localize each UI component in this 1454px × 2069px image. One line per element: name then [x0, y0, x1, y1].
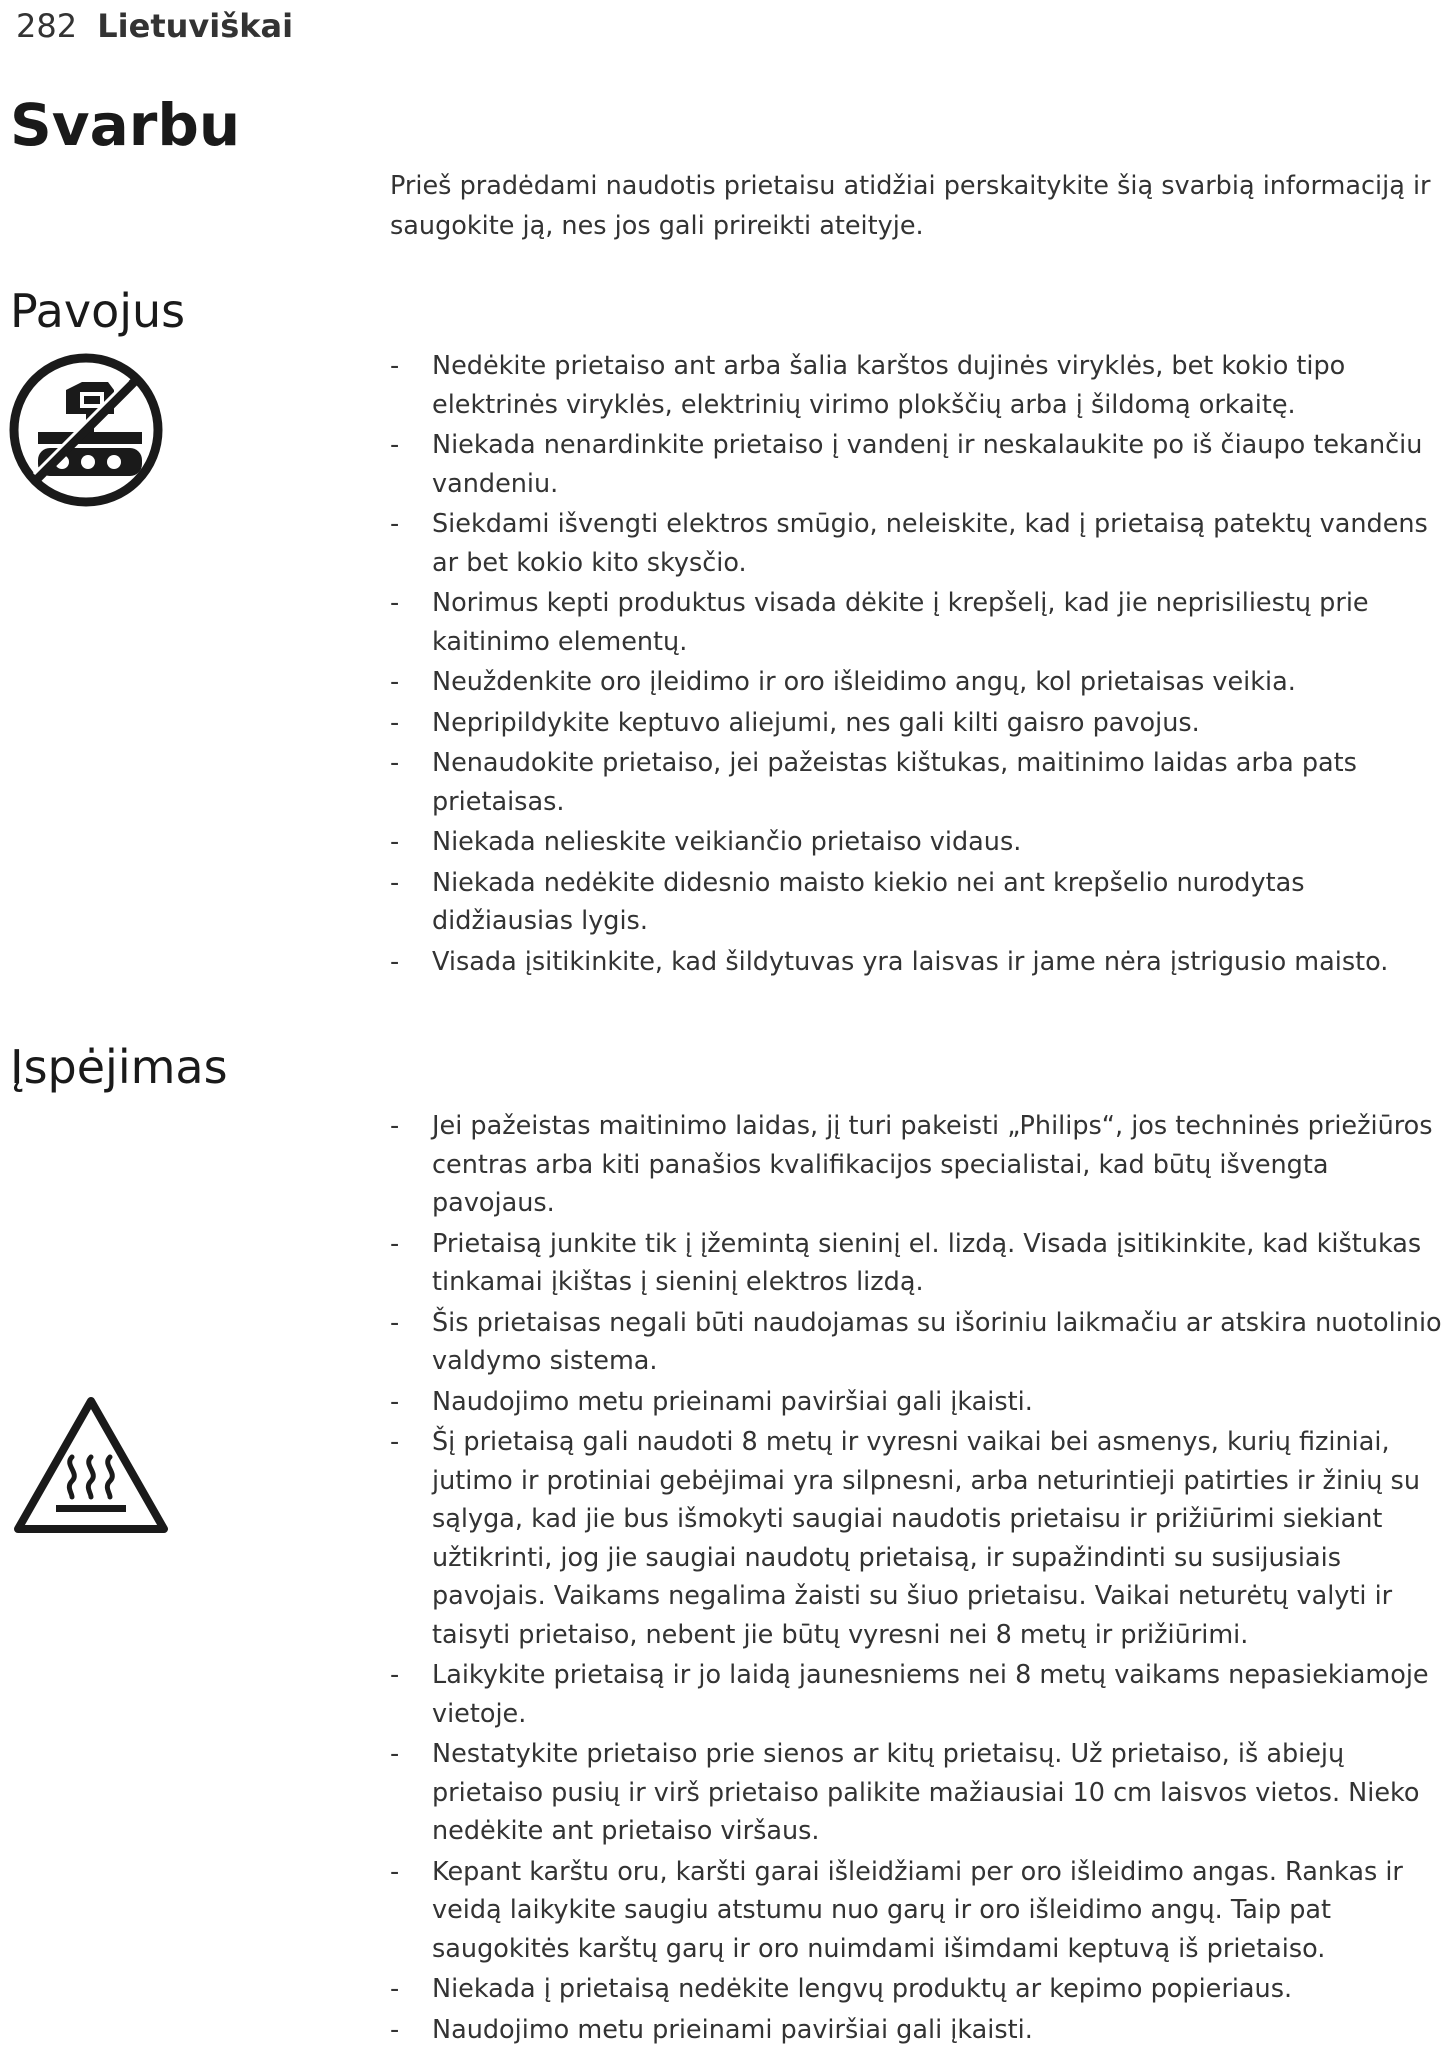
list-item: - Šis prietaisas negali būti naudojamas su išoriniu laikmačiu ar atskira nuotolinio valdymo sistema. [390, 1304, 1450, 1381]
list-item: - Naudojimo metu prieinami paviršiai gali įkaisti. [390, 1383, 1450, 1422]
list-item: - Laikykite prietaisą ir jo laidą jaunesniems nei 8 metų vaikams nepasiekiamoje vietoje. [390, 1656, 1450, 1733]
list-item: - Niekada nedėkite didesnio maisto kiekio nei ant krepšelio nurodytas didžiausias lygis. [390, 864, 1450, 941]
list-item: - Neuždenkite oro įleidimo ir oro išleidimo angų, kol prietaisas veikia. [390, 663, 1450, 702]
section-title-danger: Pavojus [10, 284, 186, 338]
page-header [16, 6, 293, 46]
no-hot-stove-icon [8, 352, 164, 508]
hot-surface-warning-icon [10, 1393, 172, 1537]
list-item: - Naudojimo metu prieinami paviršiai gali įkaisti. [390, 2011, 1450, 2050]
list-item: - Niekada nenardinkite prietaiso į vandenį ir neskalaukite po iš čiaupo tekančiu vandeniu. [390, 426, 1450, 503]
list-item: - Prietaisą junkite tik į įžemintą sieninį el. lizdą. Visada įsitikinkite, kad kištukas tinkamai įkištas į sieninį elektros lizdą. [390, 1225, 1450, 1302]
list-item: - Nenaudokite prietaiso, jei pažeistas kištukas, maitinimo laidas arba pats prietaisas. [390, 744, 1450, 821]
list-item: - Jei pažeistas maitinimo laidas, jį turi pakeisti „Philips“, jos techninės priežiūros centras arba kiti panašios kvalifikacijos specialistai, kad būtų išvengta pavojaus. [390, 1107, 1450, 1223]
list-item: - Kepant karštu oru, karšti garai išleidžiami per oro išleidimo angas. Rankas ir veidą laikykite saugiu atstumu nuo garų ir oro išleidimo angų. Taip pat saugokitės karštų garų ir oro nuimdami išimdami keptuvą iš prietaiso. [390, 1853, 1450, 1969]
list-item: - Nestatykite prietaiso prie sienos ar kitų prietaisų. Už prietaiso, iš abiejų prietaiso pusių ir virš prietaiso palikite mažiausiai 10 cm laisvos vietos. Nieko nedėkite ant prietaiso viršaus. [390, 1735, 1450, 1851]
list-item: - Nepripildykite keptuvo aliejumi, nes gali kilti gaisro pavojus. [390, 704, 1450, 743]
list-item: - Visada įsitikinkite, kad šildytuvas yra laisvas ir jame nėra įstrigusio maisto. [390, 943, 1450, 982]
list-item: - Norimus kepti produktus visada dėkite į krepšelį, kad jie neprisiliestų prie kaitinimo elementų. [390, 584, 1450, 661]
list-item: - Niekada į prietaisą nedėkite lengvų produktų ar kepimo popieriaus. [390, 1970, 1450, 2009]
intro-paragraph: Prieš pradėdami naudotis prietaisu atidžiai perskaitykite šią svarbią informaciją ir saugokite ją, nes jos gali prireikti ateityje. [390, 171, 1431, 241]
list-item: - Šį prietaisą gali naudoti 8 metų ir vyresni vaikai bei asmenys, kurių fiziniai, jutimo ir protiniai gebėjimai yra silpnesni, arba neturintieji patirties ir žinių su sąlyga, kad jie bus išmokyti saugiai naudotis prietaisu ir prižiūrimi siekiant užtikrinti, jog jie saugiai naudotų prietaisą, ir supažindinti su susijusiais pavojais. Vaikams negalima žaisti su šiuo prietaisu. Vaikai neturėtų valyti ir taisyti prietaiso, nebent jie būtų vyresni nei 8 metų ir prižiūrimi. [390, 1423, 1450, 1654]
section-title-important: Svarbu [10, 91, 241, 159]
list-item: - Nedėkite prietaiso ant arba šalia karštos dujinės viryklės, bet kokio tipo elektrinės viryklės, elektrinių virimo plokščių arba į šildomą orkaitę. [390, 347, 1450, 424]
page-number: 282 [16, 7, 78, 45]
danger-list [390, 347, 1450, 983]
list-item: - Niekada nelieskite veikiančio prietaiso vidaus. [390, 823, 1450, 862]
list-item: - Siekdami išvengti elektros smūgio, neleiskite, kad į prietaisą patektų vandens ar bet kokio kito skysčio. [390, 505, 1450, 582]
page-language: Lietuviškai [97, 7, 294, 45]
section-title-warning: Įspėjimas [10, 1040, 228, 1094]
warning-list [390, 1107, 1450, 2051]
